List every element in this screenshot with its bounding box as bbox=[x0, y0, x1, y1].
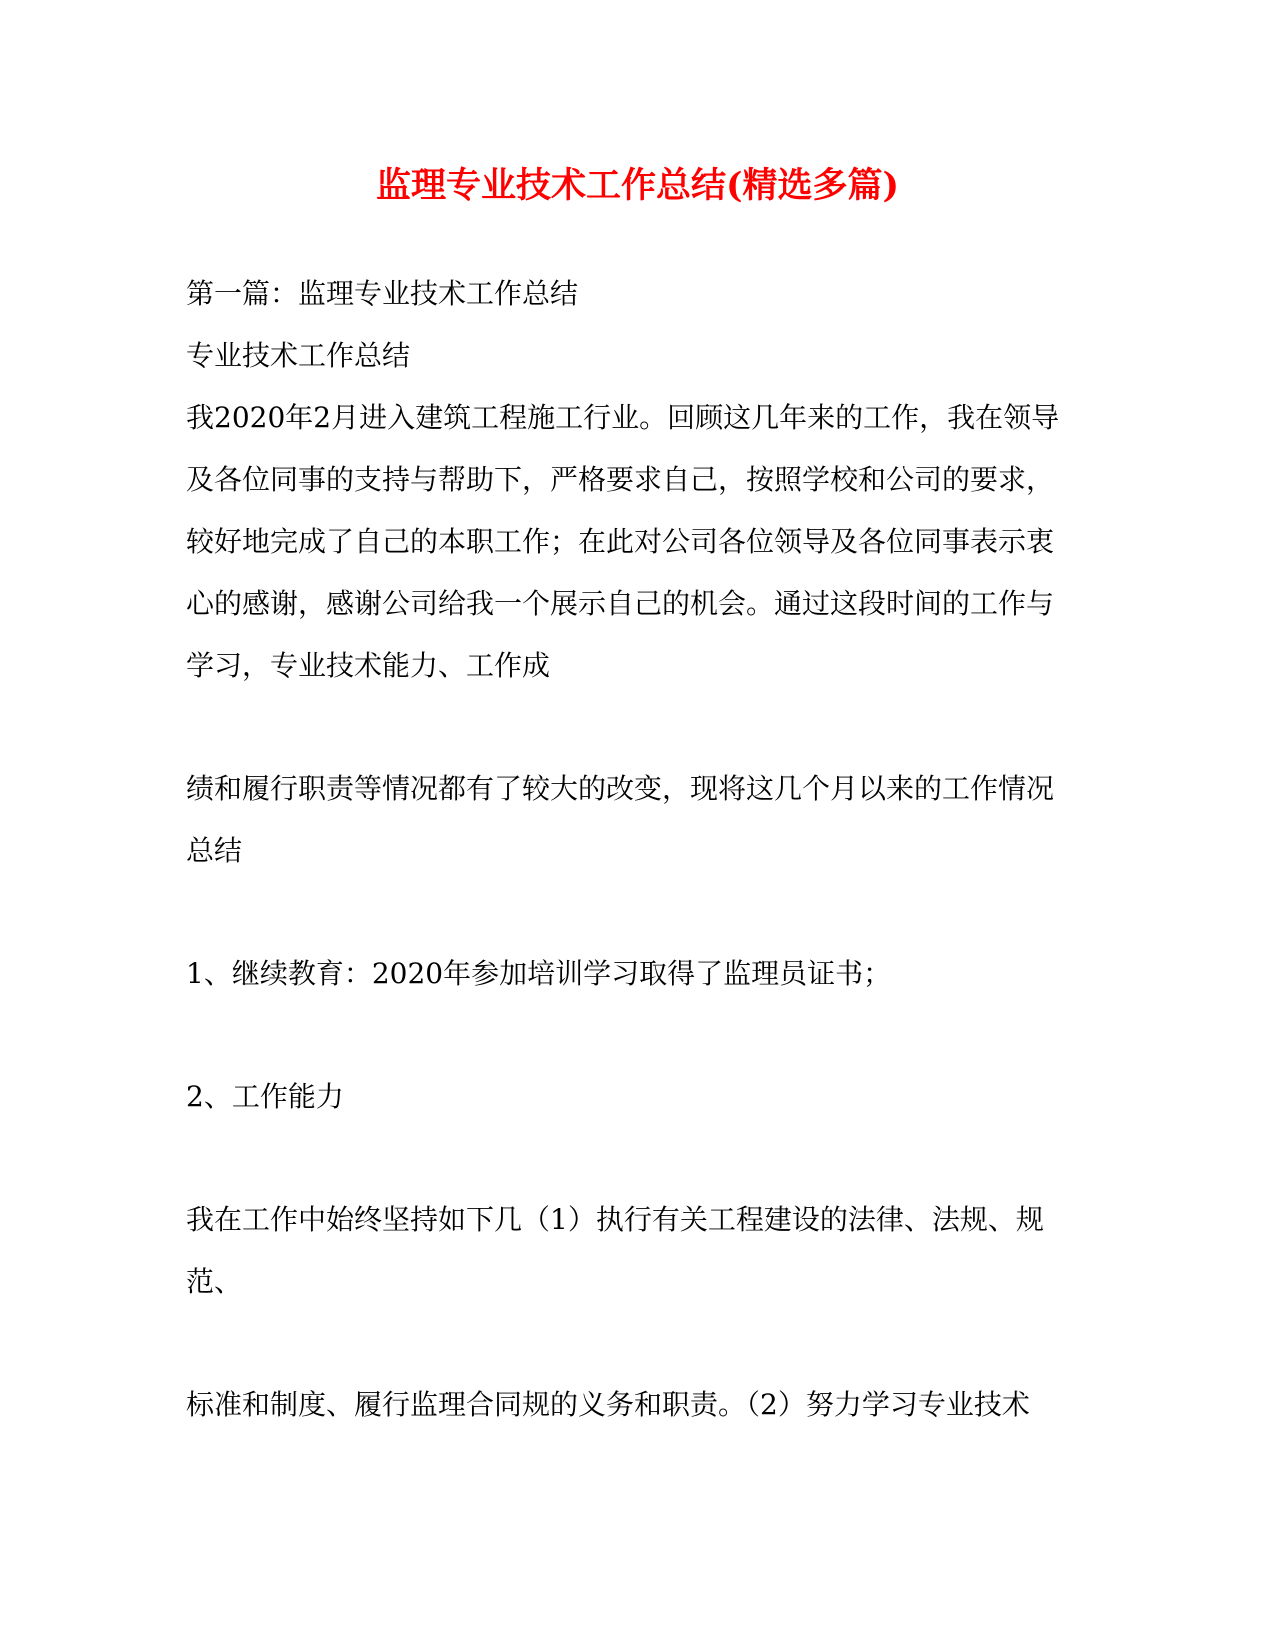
paragraph-line: 绩和履行职责等情况都有了较大的改变，现将这几个月以来的工作情况 bbox=[186, 772, 1055, 805]
document-title: 监理专业技术工作总结(精选多篇) bbox=[375, 165, 900, 206]
subheading: 专业技术工作总结 bbox=[186, 339, 411, 372]
paragraph-line: 总结 bbox=[186, 834, 243, 867]
paragraph-line: 心的感谢，感谢公司给我一个展示自己的机会。通过这段时间的工作与 bbox=[186, 587, 1055, 620]
list-item: 1、继续教育：2020年参加培训学习取得了监理员证书； bbox=[186, 957, 892, 990]
paragraph-line: 我在工作中始终坚持如下几（1）执行有关工程建设的法律、法规、规 bbox=[186, 1203, 1044, 1236]
paragraph-line: 范、 bbox=[186, 1265, 243, 1298]
paragraph-line: 标准和制度、履行监理合同规的义务和职责。（2）努力学习专业技术 bbox=[186, 1388, 1030, 1421]
paragraph-line: 及各位同事的支持与帮助下，严格要求自己，按照学校和公司的要求， bbox=[186, 463, 1055, 496]
paragraph-line: 学习，专业技术能力、工作成 bbox=[186, 649, 551, 682]
list-item: 2、工作能力 bbox=[186, 1080, 344, 1113]
section-heading: 第一篇：监理专业技术工作总结 bbox=[186, 277, 579, 310]
paragraph-line: 我2020年2月进入建筑工程施工行业。回顾这几年来的工作，我在领导 bbox=[186, 401, 1060, 434]
paragraph-line: 较好地完成了自己的本职工作；在此对公司各位领导及各位同事表示衷 bbox=[186, 525, 1055, 558]
